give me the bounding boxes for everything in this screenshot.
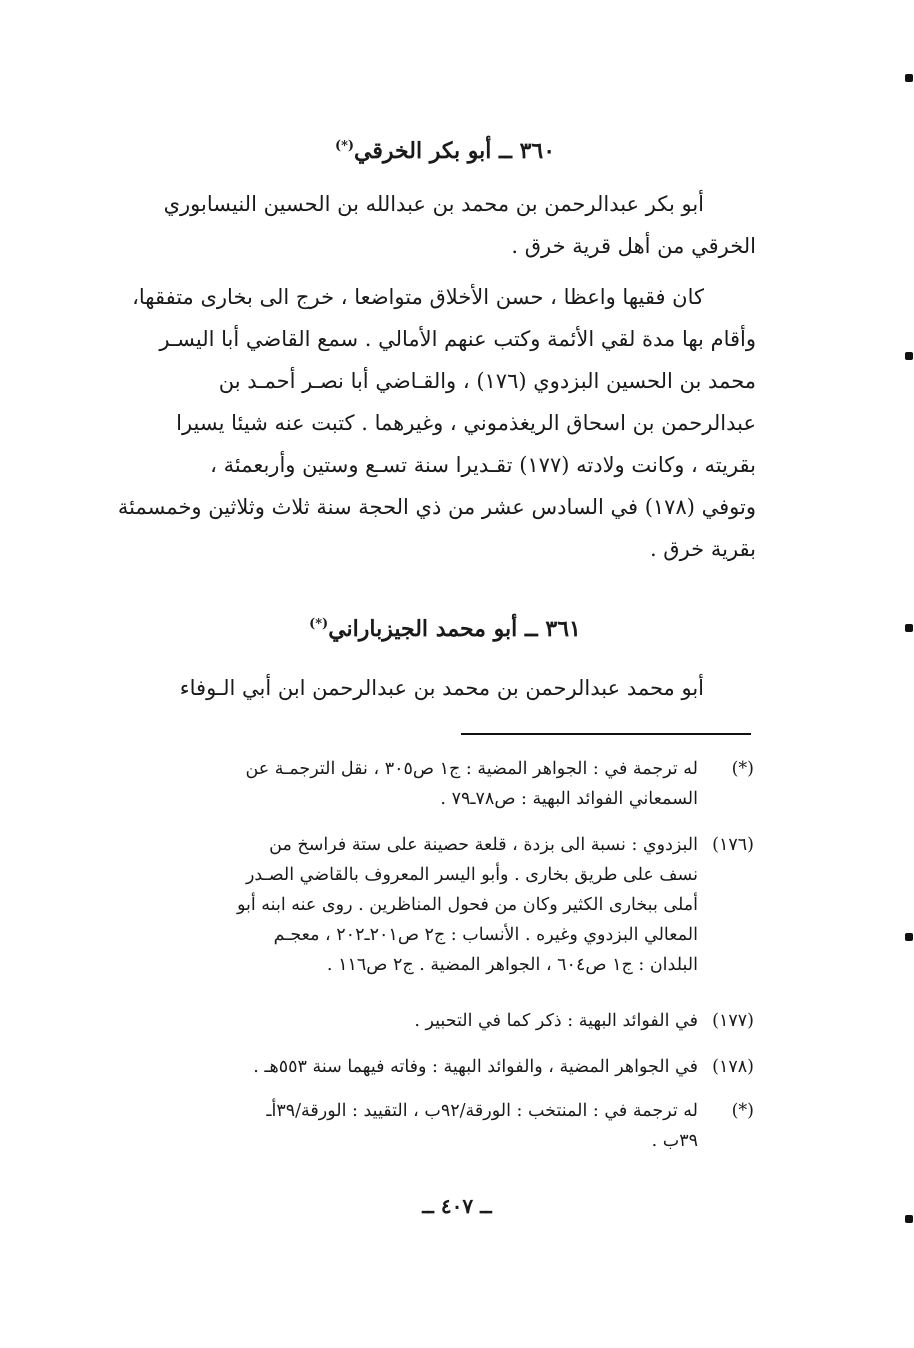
entry-heading — [280, 616, 610, 642]
footnote-line: البزدوي : نسبة الى بزدة ، قلعة حصينة على ستة فراسخ من — [269, 835, 698, 855]
footnote — [105, 1096, 754, 1156]
footnote — [105, 830, 754, 980]
entry-heading — [280, 138, 610, 164]
text-line: وأقام بها مدة لقي الأئمة وكتب عنهم الأمالي . سمع القاضي أبا اليسـر — [159, 327, 756, 351]
text-line: أبو بكر عبدالرحمن بن محمد بن عبدالله بن الحسين النيسابوري — [163, 192, 704, 216]
scan-edge-mark — [905, 352, 913, 360]
footnote-line: في الجواهر المضية ، والفوائد البهية : وفاته فيهما سنة ٥٥٣هـ . — [253, 1057, 698, 1077]
footnote-line: أملى ببخارى الكثير وكان من فحول المناظرين . روى عنه ابنه أبو — [236, 895, 698, 915]
footnote-line: المعالي البزدوي وغيره . الأنساب : ج٢ ص٢٠١ـ٢٠٢ ، معجـم — [273, 925, 698, 945]
text-line: الخرقي من أهل قرية خرق . — [511, 234, 756, 258]
footnote-line: في الفوائد البهية : ذكر كما في التحبير . — [414, 1011, 698, 1031]
footnote-reference: (*) — [309, 616, 329, 632]
entry-heading-text: ٣٦١ ــ أبو محمد الجيزباراني — [328, 616, 581, 642]
entry-paragraph — [105, 667, 756, 709]
text-line: محمد بن الحسين البزدوي (١٧٦) ، والقـاضي أبا نصـر أحمـد بن — [218, 369, 756, 393]
footnote — [105, 1052, 754, 1082]
text-line: وتوفي (١٧٨) في السادس عشر من ذي الحجة سنة ثلاث وثلاثين وخمسمئة — [117, 495, 756, 519]
footnote — [105, 754, 754, 814]
text-line: بقريته ، وكانت ولادته (١٧٧) تقـديرا سنة تسـع وستين وأربعمئة ، — [210, 453, 756, 477]
footnote-line: البلدان : ج١ ص٦٠٤ ، الجواهر المضية . ج٢ ص١١٦ . — [326, 955, 698, 975]
footnote-divider — [461, 733, 751, 735]
text-line: عبدالرحمن بن اسحاق الريغذموني ، وغيرهما . كتبت عنه شيئا يسيرا — [176, 411, 756, 435]
page-number: ــ ٤٠٧ ــ — [422, 1194, 492, 1218]
footnote-line: السمعاني الفوائد البهية : ص٧٨ـ٧٩ . — [440, 789, 698, 809]
footnote-line: نسف على طريق بخارى . وأبو اليسر المعروف بالقاضي الصـدر — [245, 865, 698, 885]
entry-paragraph — [105, 183, 756, 267]
scan-edge-mark — [905, 933, 913, 941]
text-line: كان فقيها واعظا ، حسن الأخلاق متواضعا ، خرج الى بخارى متفقها، — [132, 285, 704, 309]
text-line: أبو محمد عبدالرحمن بن محمد بن عبدالرحمن ابن أبي الـوفاء — [179, 676, 704, 700]
scan-edge-mark — [905, 1215, 913, 1223]
text-line: بقرية خرق . — [649, 537, 756, 561]
entry-paragraph — [105, 276, 756, 570]
footnote-mark: (*) — [731, 759, 754, 779]
footnote-line: ٣٩ب . — [651, 1131, 698, 1151]
footnote-mark: (١٧٦) — [712, 835, 754, 855]
footnote-reference: (*) — [334, 138, 355, 154]
footnote-mark: (*) — [731, 1101, 754, 1121]
footnote-mark: (١٧٨) — [712, 1057, 754, 1077]
scan-edge-mark — [905, 74, 913, 82]
footnote-mark: (١٧٧) — [712, 1011, 754, 1031]
footnote-line: له ترجمة في : المنتخب : الورقة/٩٢ب ، التقييد : الورقة/٣٩أـ — [266, 1101, 698, 1121]
footnote — [105, 1006, 754, 1036]
footnote-line: له ترجمة في : الجواهر المضية : ج١ ص٣٠٥ ، نقل الترجمـة عن — [245, 759, 698, 779]
scan-edge-mark — [905, 624, 913, 632]
entry-heading-text: ٣٦٠ ــ أبو بكر الخرقي — [354, 138, 556, 164]
